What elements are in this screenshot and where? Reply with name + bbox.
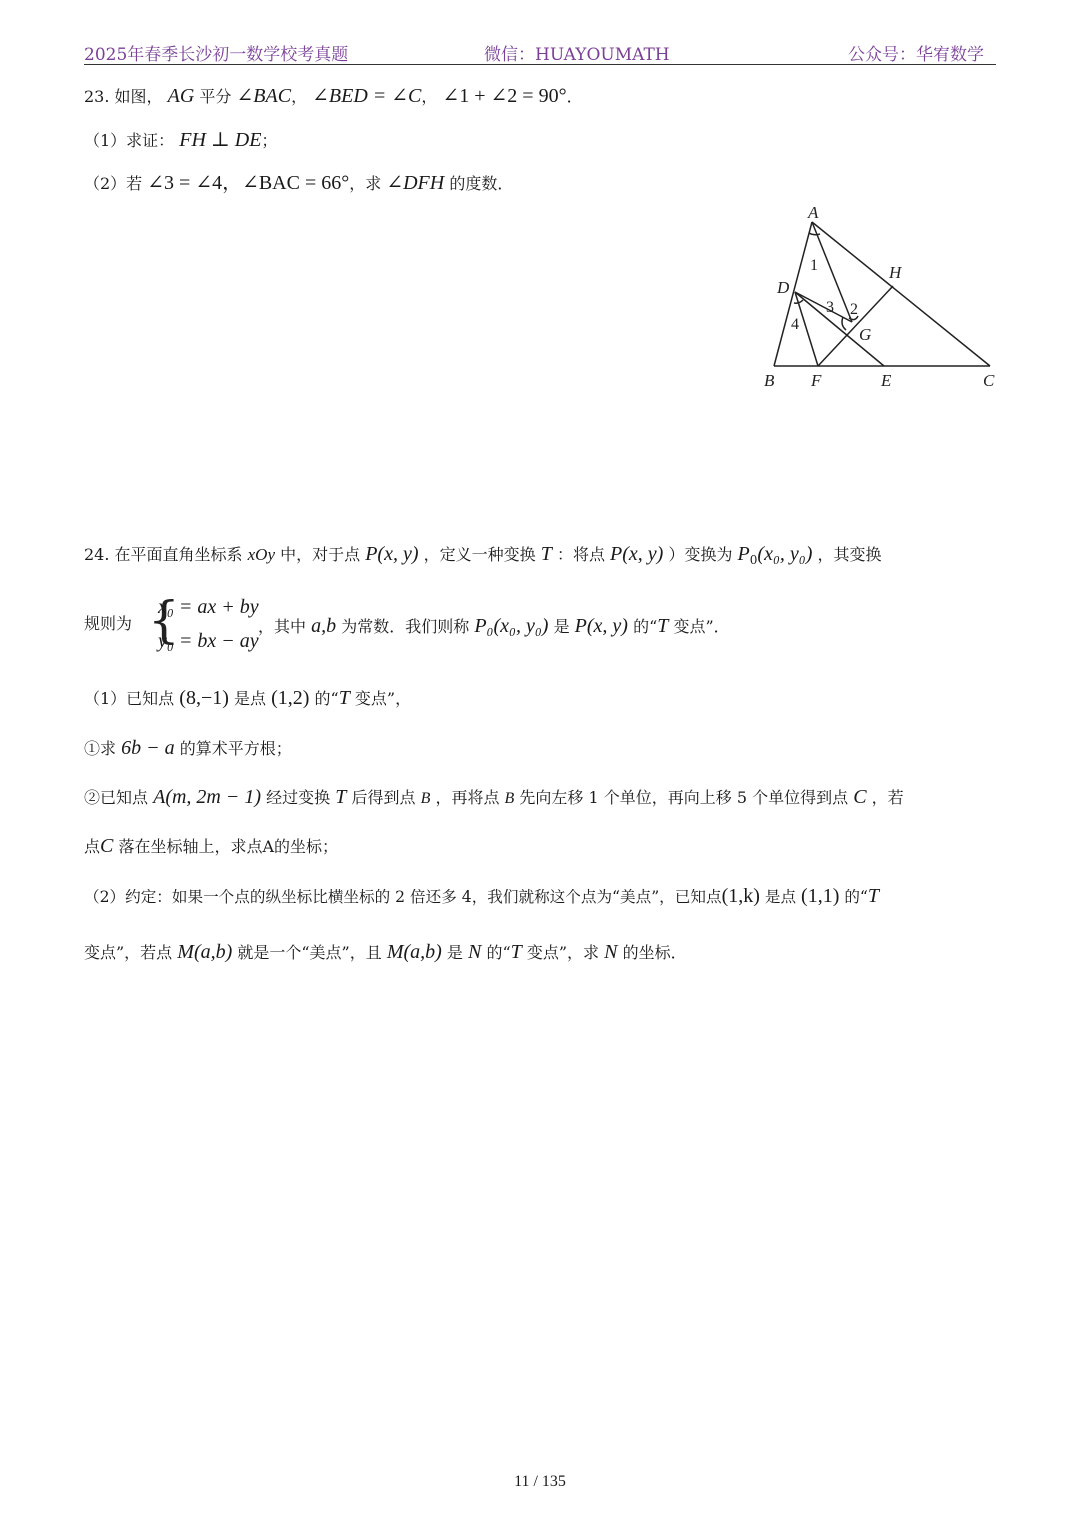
q24-part1: （1）已知点 (8,−1) 是点 (1,2) 的“T 变点”， (84, 687, 412, 709)
segment-fh (818, 286, 893, 366)
brace: { (148, 591, 180, 649)
q24-part2: （2）约定：如果一个点的纵坐标比横坐标的 2 倍还多 4，我们就称这个点为“美点”，已知点(1,k) 是点 (1,1) 的“T (84, 885, 880, 907)
point-label-g: G (859, 325, 872, 344)
arc-angle-1 (809, 233, 820, 235)
q24-rule-label: 规则为 (84, 614, 133, 633)
point-label-d: D (777, 278, 790, 297)
q23-statement: 23. 如图， AG 平分 ∠BAC， ∠BED = ∠C， ∠1 + ∠2 = 90°． (84, 85, 583, 107)
point-label-e: E (881, 371, 892, 390)
q24-part1-sub2-cont: 点C 落在坐标轴上，求点A的坐标； (84, 835, 339, 857)
q24-part1-sub1: ①求 6b − a 的算术平方根； (84, 737, 292, 759)
point-label-h: H (889, 263, 902, 282)
geometry-figure (760, 200, 1010, 400)
angle-label-1: 1 (810, 257, 818, 274)
header-title: 2025年春季长沙初一数学校考真题 (84, 45, 349, 65)
equation-y0: y₀ = bx − ay (158, 630, 259, 652)
angle-label-2: 2 (850, 301, 858, 318)
q24-rule-text: ，其中 a,b 为常数．我们则称 P₀(x₀, y₀) 是 P(x, y) 的“T 变点”． (258, 615, 730, 637)
q23-part1: （1）求证： FH ⊥ DE； (84, 129, 278, 151)
angle-label-4: 4 (791, 316, 799, 333)
q24-statement: 24. 在平面直角坐标系 xOy 中，对于点 P(x, y) ，定义一种变换 T ：将点 P(x, y) ）变换为 $P_0(x_0$, y₀) ，其变换 (84, 543, 882, 568)
angle-label-3: 3 (826, 299, 834, 316)
header-wechat: 微信：HUAYOUMATH (484, 45, 670, 65)
q24-part2-cont: 变点”，若点 M(a,b) 就是一个“美点”，且 M(a,b) 是 N 的“T 变点”，求 N 的坐标． (84, 941, 687, 963)
page-number: 11 / 135 (514, 1473, 566, 1490)
point-label-f: F (811, 371, 822, 390)
point-label-c: C (983, 371, 995, 390)
q24-part1-sub2: ②已知点 A(m, 2m − 1) 经过变换 T 后得到点 B ，再将点 B 先向左移 1 个单位，再向上移 5 个单位得到点 C ，若 (84, 786, 904, 808)
equation-x0: x₀ = ax + by (158, 596, 259, 618)
header-account: 公众号：华宥数学 (848, 45, 984, 65)
point-label-b: B (764, 371, 775, 390)
page-header (84, 38, 996, 65)
q23-part2: （2）若 ∠3 = ∠4，∠BAC = 66°，求 ∠DFH 的度数． (84, 172, 514, 194)
point-label-a: A (808, 203, 819, 222)
